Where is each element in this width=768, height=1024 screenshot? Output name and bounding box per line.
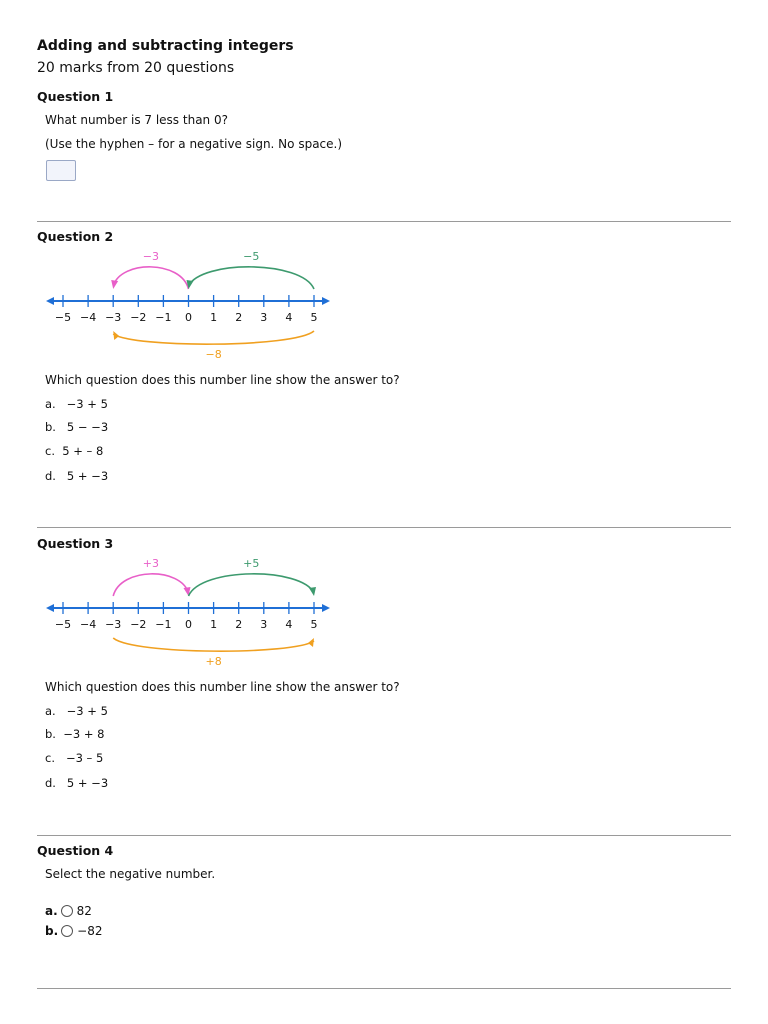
question-3-option-c[interactable]: c. −3 – 5 (45, 751, 104, 765)
tick-label: 3 (260, 311, 268, 324)
question-2-prompt: Which question does this number line show the answer to? (45, 373, 400, 387)
question-3-prompt: Which question does this number line show the answer to? (45, 680, 400, 694)
question-4-heading: Question 4 (37, 843, 114, 858)
question-2-option-d[interactable]: d. 5 + −3 (45, 469, 109, 483)
question-1-heading: Question 1 (37, 89, 114, 104)
option-value: −82 (77, 924, 103, 938)
question-1-hint: (Use the hyphen – for a negative sign. No space.) (45, 137, 343, 151)
tick-label: 4 (285, 311, 293, 324)
question-4-option-a[interactable] (45, 904, 92, 918)
question-2-heading: Question 2 (37, 229, 114, 244)
arc-label: +3 (142, 557, 159, 570)
tick-label: 4 (285, 618, 293, 631)
tick-label: −4 (79, 311, 97, 324)
tick-label: 3 (260, 618, 268, 631)
arc-arrowhead (113, 331, 119, 340)
question-1-prompt: What number is 7 less than 0? (45, 113, 228, 127)
question-3-heading: Question 3 (37, 536, 114, 551)
question-3-option-b[interactable]: b. −3 + 8 (45, 727, 105, 741)
tick-label: −2 (130, 311, 147, 324)
tick-label: 2 (235, 618, 243, 631)
arc-label: −5 (243, 250, 260, 263)
arc-jump (113, 638, 314, 651)
tick-label: 1 (210, 618, 218, 631)
tick-label: 5 (310, 618, 318, 631)
axis-arrow-left (46, 604, 54, 612)
divider (37, 221, 731, 222)
worksheet-title: Adding and subtracting integers (37, 38, 294, 54)
question-2-option-b[interactable]: b. 5 − −3 (45, 420, 109, 434)
question-4-prompt: Select the negative number. (45, 867, 216, 881)
arc-label: −3 (142, 250, 159, 263)
tick-label: −2 (130, 618, 147, 631)
arc-arrowhead (308, 638, 314, 647)
arc-label: −8 (205, 348, 222, 358)
tick-label: −3 (105, 311, 122, 324)
divider (37, 988, 731, 989)
question-3-number-line (40, 555, 336, 665)
arc-jump (113, 331, 314, 344)
axis-arrow-right (322, 604, 330, 612)
radio-button-a[interactable] (61, 905, 73, 917)
option-letter: b. (45, 924, 59, 938)
arc-jump (189, 574, 315, 596)
tick-label: 2 (235, 311, 243, 324)
axis-arrow-right (322, 297, 330, 305)
arc-jump (189, 267, 315, 289)
tick-label: −1 (155, 618, 172, 631)
arc-arrowhead (309, 587, 316, 596)
question-3-option-d[interactable]: d. 5 + −3 (45, 776, 109, 790)
arc-label: +5 (243, 557, 260, 570)
arc-jump (113, 267, 188, 289)
tick-label: 5 (310, 311, 318, 324)
question-2-option-a[interactable]: a. −3 + 5 (45, 397, 108, 411)
question-1-answer-input[interactable] (46, 160, 76, 181)
divider (37, 527, 731, 528)
question-2-option-c[interactable]: c. 5 + – 8 (45, 444, 104, 458)
tick-label: −5 (54, 618, 72, 631)
worksheet-subtitle: 20 marks from 20 questions (37, 60, 235, 76)
tick-label: −3 (105, 618, 122, 631)
question-2-number-line (40, 248, 336, 358)
arc-arrowhead (111, 280, 118, 289)
tick-label: −4 (79, 618, 97, 631)
option-value: 82 (76, 904, 92, 918)
tick-label: −1 (155, 311, 172, 324)
radio-button-b[interactable] (61, 925, 73, 937)
tick-label: 0 (185, 618, 192, 631)
option-letter: a. (45, 904, 58, 918)
arc-jump (113, 574, 188, 596)
tick-label: 0 (185, 311, 192, 324)
question-3-option-a[interactable]: a. −3 + 5 (45, 704, 108, 718)
axis-arrow-left (46, 297, 54, 305)
arc-label: +8 (205, 655, 222, 665)
tick-label: −5 (54, 311, 72, 324)
question-4-option-b[interactable] (45, 924, 102, 938)
tick-label: 1 (210, 311, 218, 324)
divider (37, 835, 731, 836)
